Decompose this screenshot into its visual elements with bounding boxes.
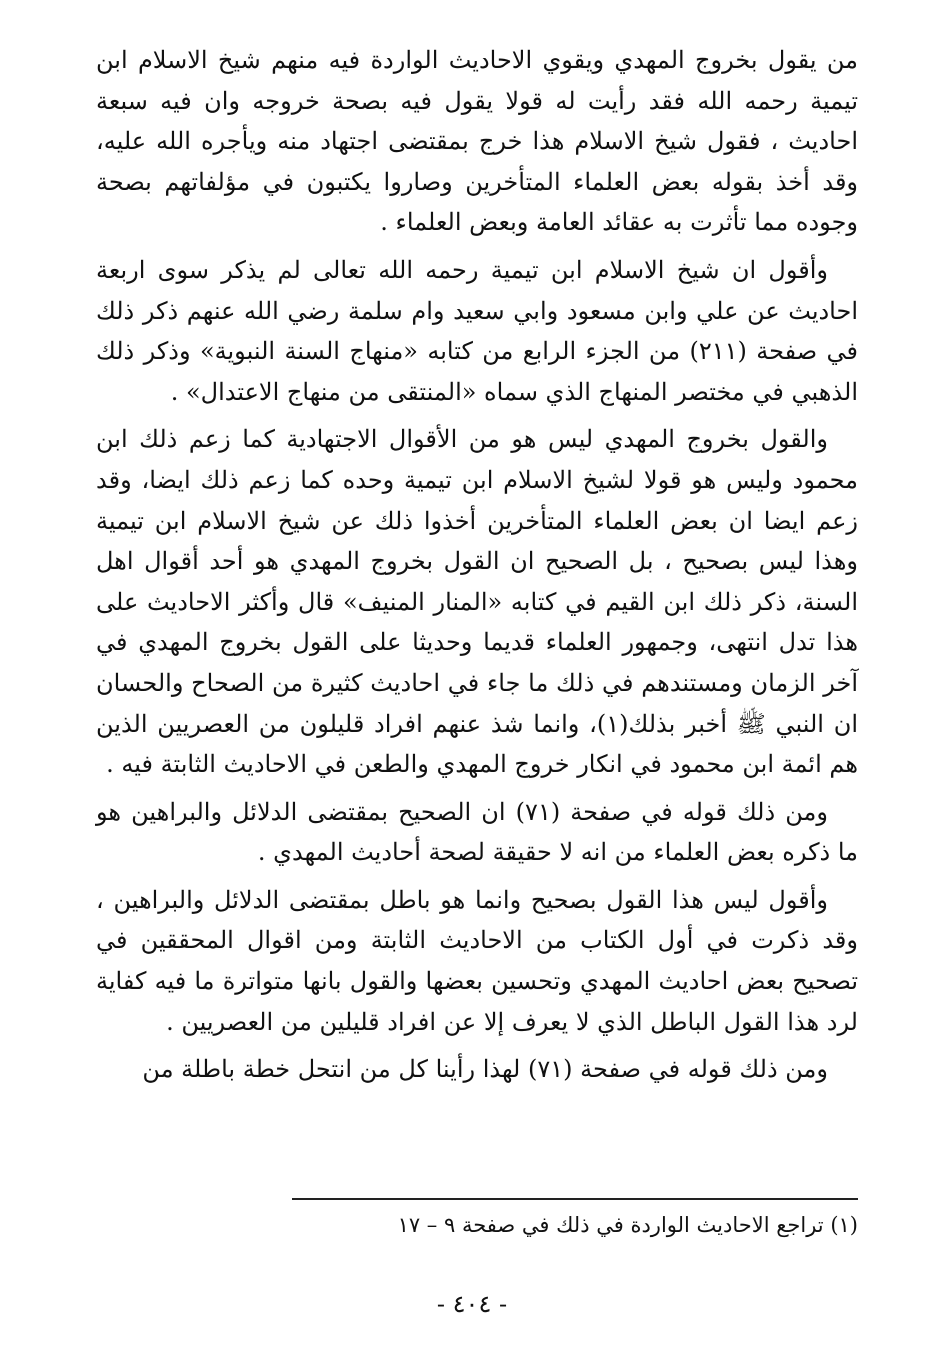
paragraph-6: ومن ذلك قوله في صفحة (٧١) لهذا رأينا كل من انتحل خطة باطلة من (142, 1055, 828, 1084)
paragraph-4: ومن ذلك قوله في صفحة (٧١) ان الصحيح بمقتضى الدلائل والبراهين هو ما ذكره بعض العلماء من انه لا حقيقة لصحة أحاديث المهدي . (96, 797, 858, 867)
footnote-divider (292, 1198, 858, 1200)
page-body (96, 40, 858, 1360)
paragraph-3: والقول بخروج المهدي ليس هو من الأقوال الاجتهادية كما زعم ذلك ابن محمود وليس هو قولا لشيخ الاسلام ابن تيمية وحده كما زعم ذلك ايضا، وقد زعم ايضا ان بعض العلماء المتأخرين أخذوا ذلك عن شيخ الاسلام ابن تيمية وهذا ليس بصحيح ، بل الصحيح ان القول بخروج المهدي هو أحد أقوال اهل السنة، ذكر ذلك ابن القيم في كتابه «المنار المنيف» قال وأكثر الاحاديث على هذا تدل انتهى، وجمهور العلماء قديما وحديثا على القول بخروج المهدي في آخر الزمان ومستندهم في ذلك ما جاء في احاديث كثيرة من الصحاح والحسان ان النبي ﷺ أخبر بذلك(١)، وانما شذ عنهم افراد قليلون من العصريين الذين هم ائمة ابن محمود في انكار خروج المهدي والطعن في الاحاديث الثابتة فيه . (96, 425, 858, 779)
paragraph-1: من يقول بخروج المهدي ويقوي الاحاديث الواردة فيه منهم شيخ الاسلام ابن تيمية رحمه الله فقد رأيت له قولا يقول فيه بصحة خروجه وان فيه سبعة احاديث ، فقول شيخ الاسلام هذا خرج بمقتضى اجتهاد منه ويأجره الله عليه، وقد أخذ بقوله بعض العلماء المتأخرين وصاروا يكتبون في مؤلفاتهم بصحة وجوده مما تأثرت به عقائد العامة وبعض العلماء . (96, 46, 858, 237)
main-text (96, 40, 858, 1090)
footnote: (١) تراجع الاحاديث الواردة في ذلك في صفحة ٩ – ١٧ (397, 1213, 858, 1237)
paragraph-5: وأقول ليس هذا القول بصحيح وانما هو باطل بمقتضى الدلائل والبراهين ، وقد ذكرت في أول الكتاب من الاحاديث الثابتة ومن اقوال المحققين في تصحيح بعض احاديث المهدي وتحسين بعضها والقول بانها متواترة ما فيه كفاية لرد هذا القول الباطل الذي لا يعرف إلا عن افراد قليلين من العصريين . (96, 885, 858, 1036)
paragraph-2: وأقول ان شيخ الاسلام ابن تيمية رحمه الله تعالى لم يذكر سوى اربعة احاديث عن علي وابن مسعود وابي سعيد وام سلمة رضي الله عنهم ذكر ذلك في صفحة (٢١١) من الجزء الرابع من كتابه «منهاج السنة النبوية» وذكر ذلك الذهبي في مختصر المنهاج الذي سماه «المنتقى من منهاج الاعتدال» . (96, 255, 859, 406)
page-number: - ٤٠٤ - (436, 1290, 508, 1318)
